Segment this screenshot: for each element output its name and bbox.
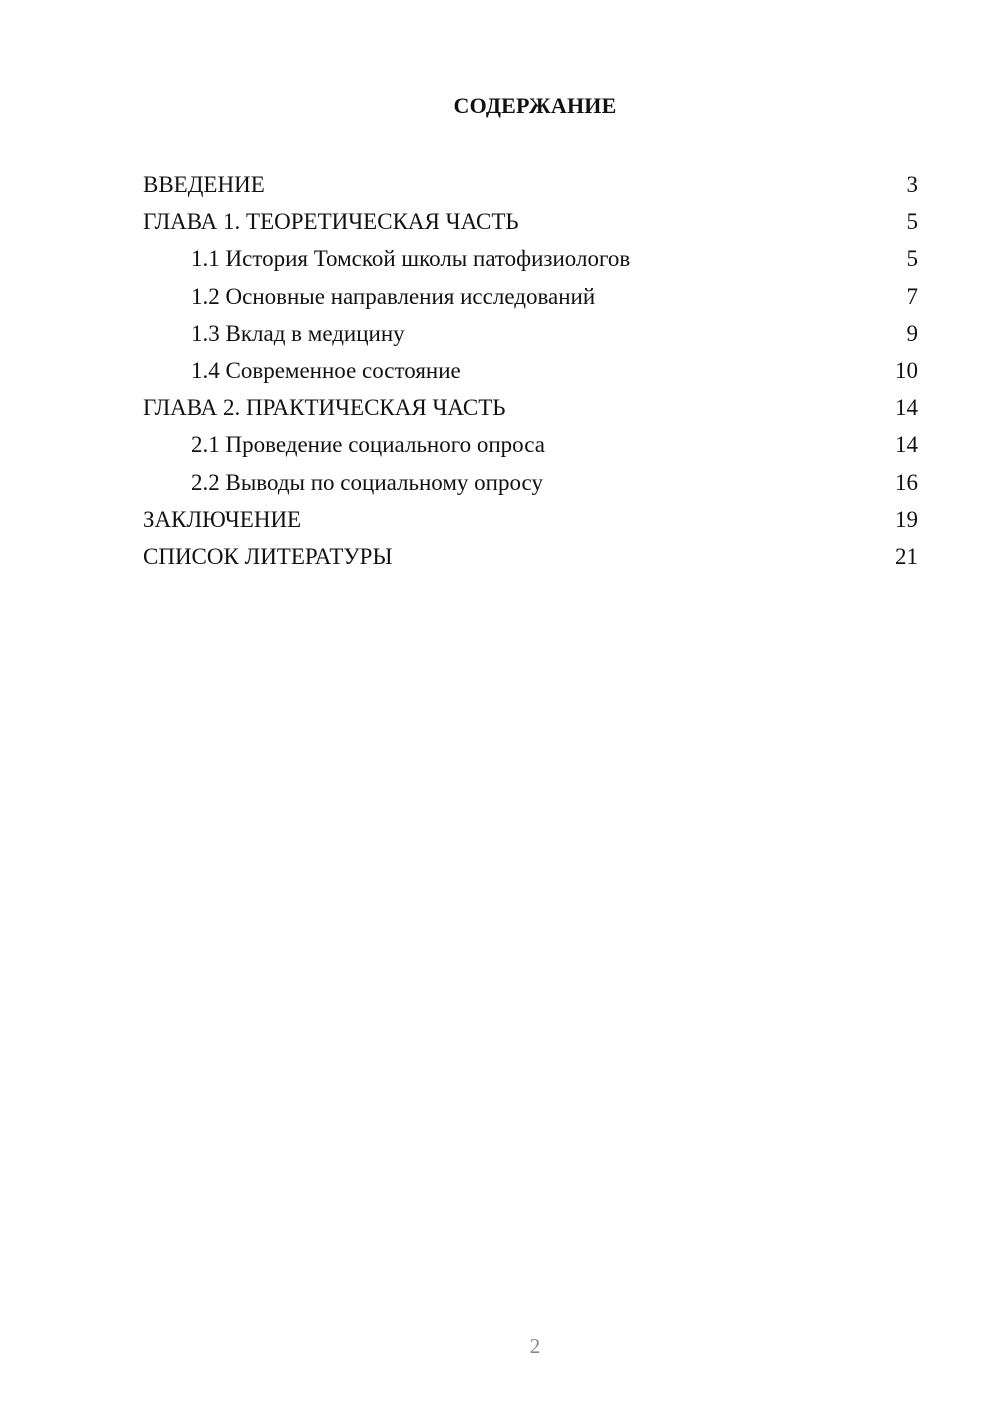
toc-entry-section-2-1[interactable] [143,426,918,463]
table-of-contents [143,166,918,575]
toc-entry-page: 14 [895,395,918,421]
toc-entry-section-1-1[interactable] [143,240,918,277]
toc-entry-label: 1.3 Вклад в медицину [191,320,405,346]
toc-entry-label: 2.1 Проведение социального опроса [191,432,545,458]
page-number: 2 [529,1334,541,1358]
toc-entry-section-2-2[interactable] [143,464,918,501]
toc-entry-page: 7 [906,283,918,309]
toc-entry-chapter-1[interactable] [143,203,918,240]
toc-entry-label: 1.1 История Томской школы патофизиологов [191,246,631,272]
toc-entry-page: 10 [895,357,918,383]
toc-entry-chapter-2[interactable] [143,389,918,426]
toc-entry-references[interactable] [143,538,918,575]
toc-entry-page: 16 [895,469,918,495]
toc-entry-page: 9 [906,320,918,346]
toc-entry-label: ВВЕДЕНИЕ [143,172,265,197]
toc-entry-page: 14 [895,432,918,458]
toc-entry-introduction[interactable] [143,166,918,203]
toc-entry-page: 5 [906,209,918,235]
toc-entry-label: 1.4 Современное состояние [191,357,461,383]
toc-entry-page: 21 [895,543,918,569]
toc-entry-section-1-2[interactable] [143,278,918,315]
toc-entry-label: СПИСОК ЛИТЕРАТУРЫ [143,543,393,569]
toc-entry-label: ЗАКЛЮЧЕНИЕ [143,506,302,532]
toc-entry-label: ГЛАВА 2. ПРАКТИЧЕСКАЯ ЧАСТЬ [143,395,506,421]
page-title: СОДЕРЖАНИЕ [453,93,617,118]
toc-entry-label: ГЛАВА 1. ТЕОРЕТИЧЕСКАЯ ЧАСТЬ [143,209,519,235]
toc-entry-label: 2.2 Выводы по социальному опросу [191,469,543,495]
toc-entry-section-1-4[interactable] [143,352,918,389]
toc-entry-page: 5 [906,246,918,272]
toc-entry-label: 1.2 Основные направления исследований [191,283,596,309]
toc-entry-conclusion[interactable] [143,501,918,538]
toc-entry-page: 19 [895,506,918,532]
toc-entry-section-1-3[interactable] [143,315,918,352]
toc-entry-page: 3 [906,172,918,197]
